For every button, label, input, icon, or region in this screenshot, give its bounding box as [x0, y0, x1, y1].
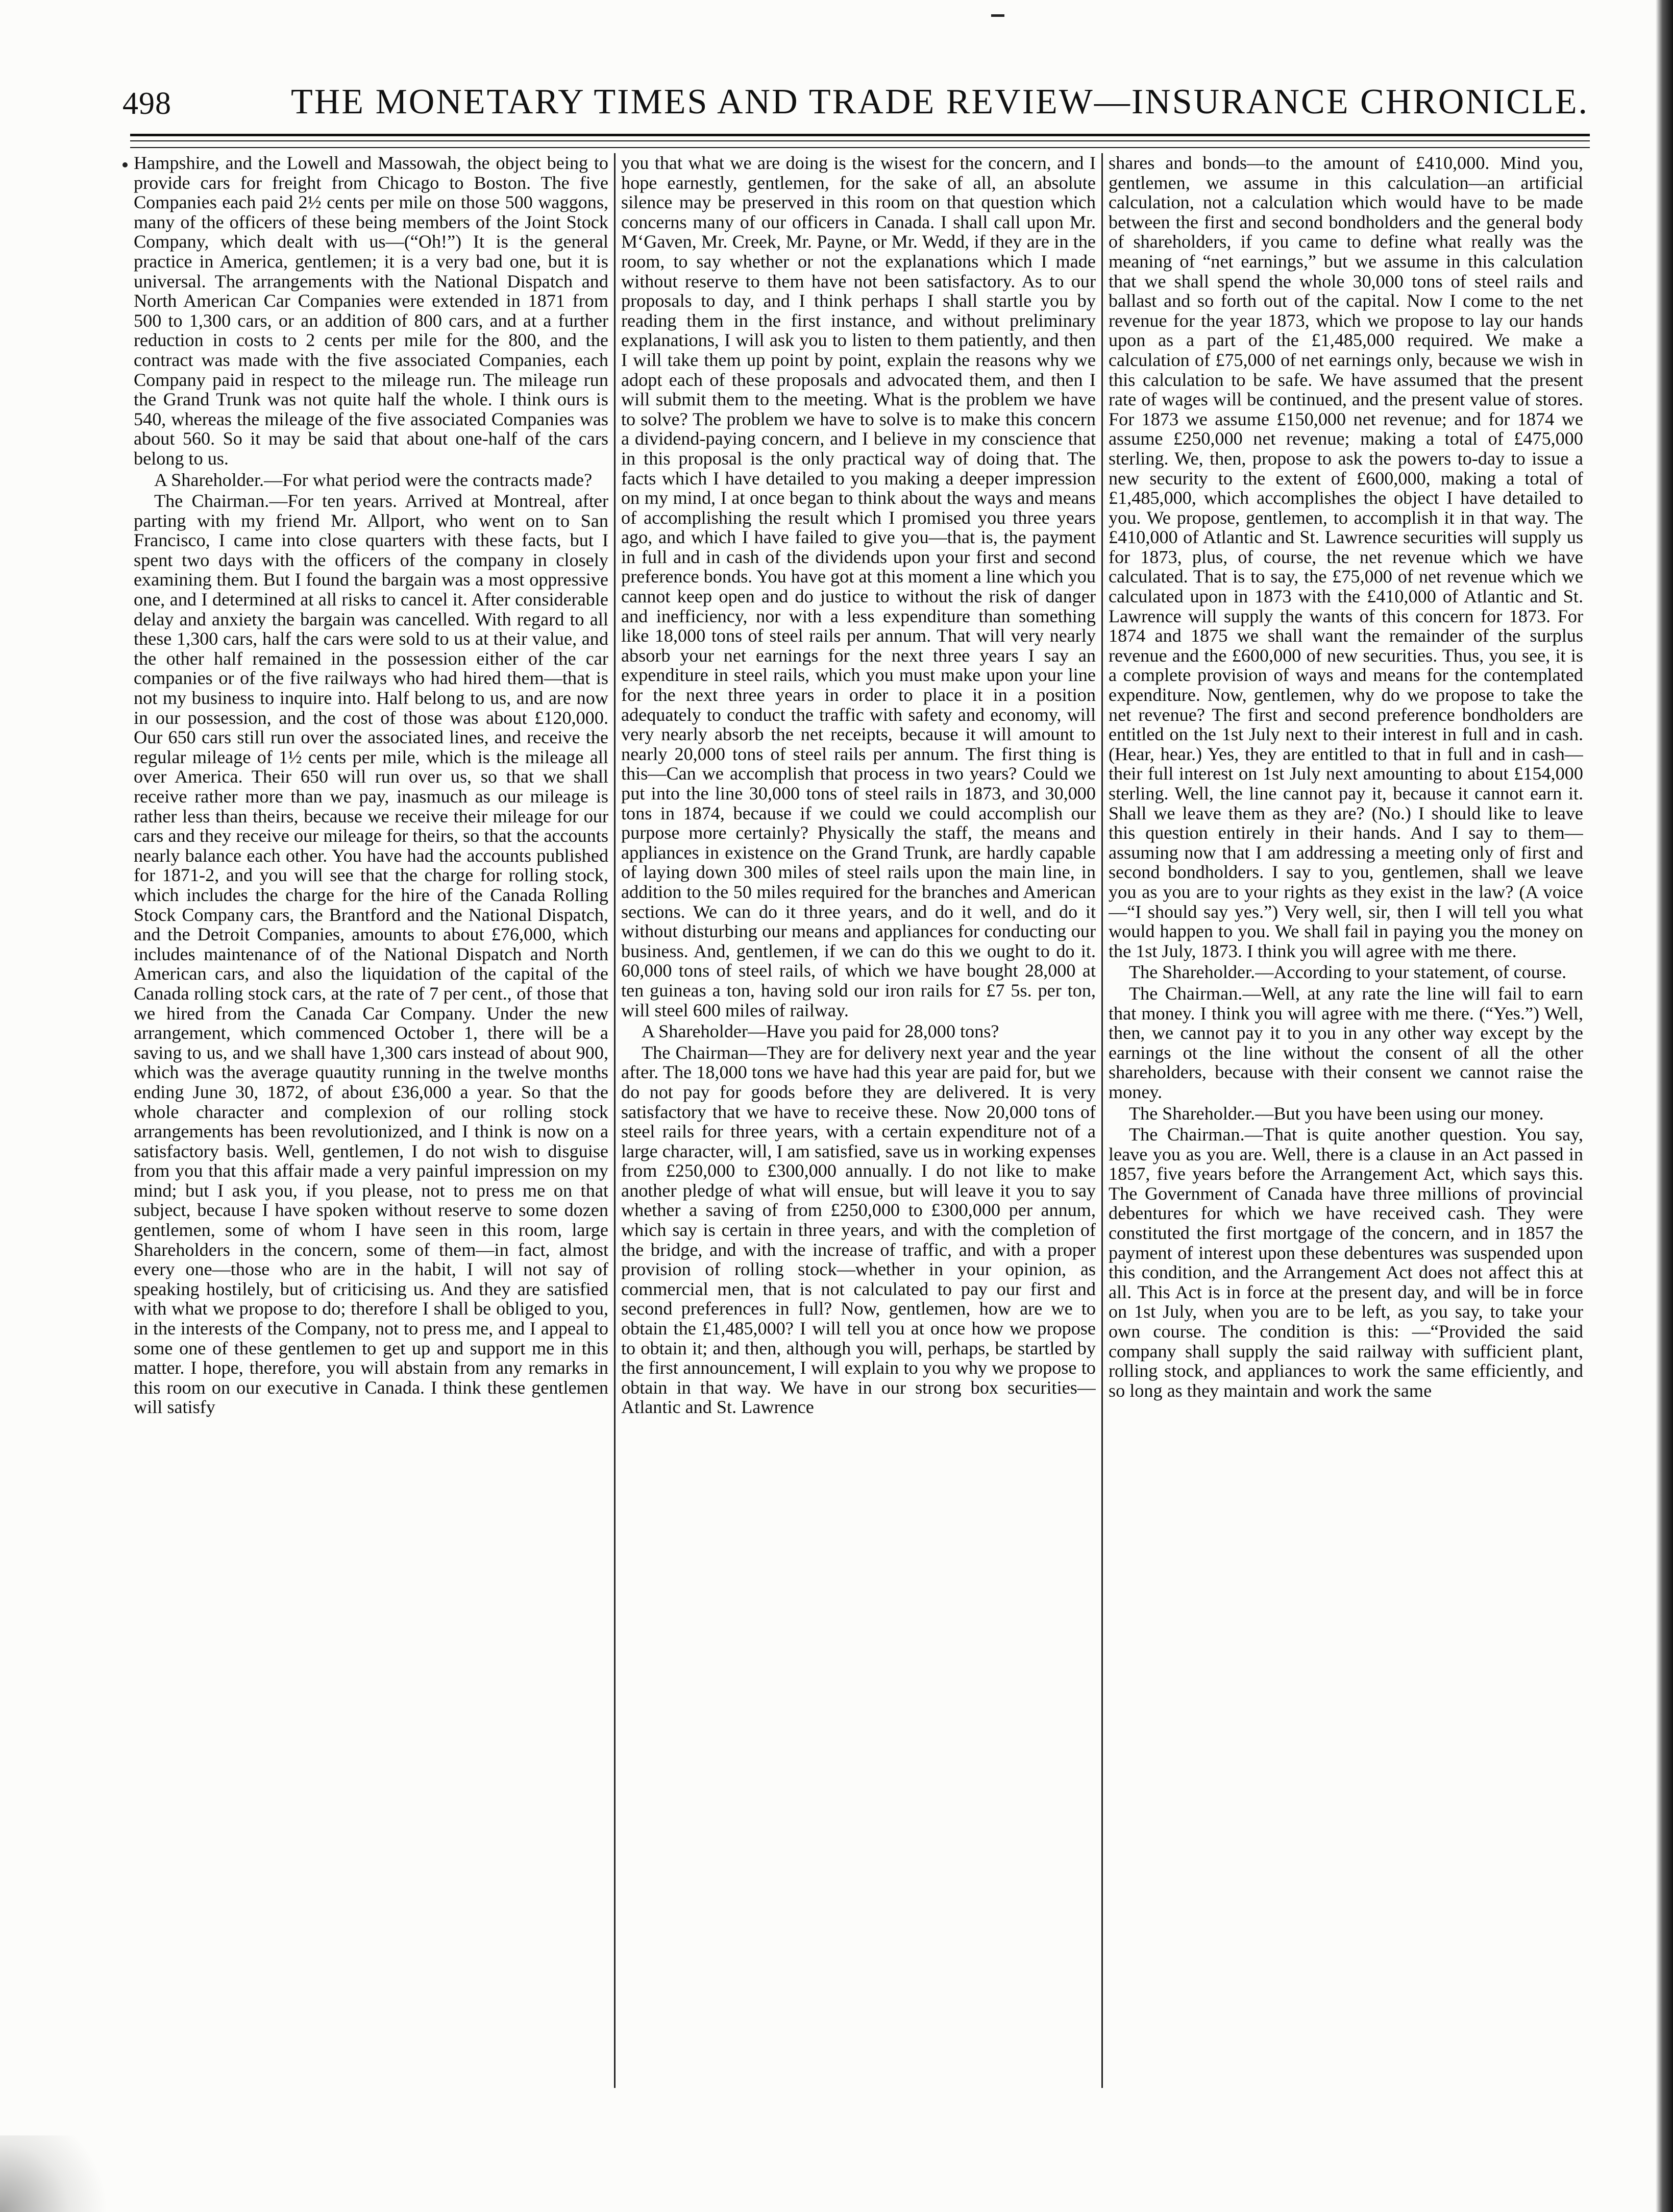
paragraph: The Chairman—They are for delivery next year and the year after. The 18,000 tons we have had this year are paid for, but we do not pay for goods before they are delivered. It is very satisfactory that we have to receive these. Now 20,000 tons of steel rails for three years, with a certain expenditure not of a large character, will, I am satisfied, save us in working expenses from £250,000 to £300,000 annually. I do not like to make another pledge of what will ensue, but will leave it you to say whether a saving of from £250,000 to £300,000 per annum, which say is certain in three years, and with the completion of the bridge, and with the increase of traffic, and with a proper provision of rolling stock—whether in your opinion, as commercial men, that is not calculated to pay our first and second preferences in full? Now, gentlemen, how are we to obtain the £1,485,000? I will tell you at once how we propose to obtain it; and then, although you will, perhaps, be startled by the first announcement, I will explain to you why we propose to obtain in that way. We have in our strong box securities—Atlantic and St. Lawrence — [621, 1042, 1096, 1418]
page-edge-shadow — [1656, 0, 1673, 2212]
paragraph: shares and bonds—to the amount of £410,000. Mind you, gentlemen, we assume in this calculation—an artificial calculation, not a calculation which would have to be made between the first and second bondholders and the general body of shareholders, if you came to define what really was the meaning of “net earnings,” but we assume in this calculation that we shall spend the whole 30,000 tons of steel rails and ballast and so forth out of the capital. Now I come to the net revenue for the year 1873, which we propose to lay our hands upon as a part of the £1,485,000 required. We make a calculation of £75,000 of net earnings only, because we wish in this calculation to be safe. We have assumed that the present rate of wages will be continued, and the present value of stores. For 1873 we assume £150,000 net revenue; and for 1874 we assume £250,000 net revenue; making a total of £475,000 sterling. We, then, propose to ask the powers to-day to issue a new security to the extent of £600,000, making a total of £1,485,000, which accomplishes the object I have detailed to you. We propose, gentlemen, to accomplish it in that way. The £410,000 of Atlantic and St. Lawrence securities will supply us for 1873, plus, of course, the net revenue which we have calculated. That is to say, the £75,000 of net revenue which we calculated upon in 1873 with the £410,000 of Atlantic and St. Lawrence will supply the wants of this concern for 1873. For 1874 and 1875 we shall want the remainder of the surplus revenue and the £600,000 of new securities. Thus, you see, it is a complete provision of ways and means for the contemplated expenditure. Now, gentlemen, why do we propose to take the net revenue? The first and second preference bondholders are entitled on the 1st July next to their interest in full and in cash. (Hear, hear.) Yes, they are entitled to that in full and in cash—their full interest on 1st July next amounting to about £154,000 sterling. Well, the line cannot pay it, because it cannot earn it. Shall we leave them as they are? (No.) I should like to leave this question entirely in their hands. And I say to them—assuming now that I am addressing a meeting only of first and second bondholders. I say to you, gentlemen, shall we leave you as you are to your rights as they exist in the law? (A voice—“I should say yes.”) Very well, sir, then I will tell you what would happen to you. We shall fail in paying you the money on the 1st July, 1873. I think you will agree with me there. — [1109, 153, 1583, 961]
margin-mark — [122, 162, 128, 167]
paragraph: The Shareholder.—But you have been using our money. — [1129, 1103, 1544, 1124]
header-rule — [130, 147, 1590, 148]
scan-noise — [0, 2135, 133, 2212]
page-header — [122, 82, 1592, 138]
header-rule — [130, 134, 1590, 136]
paragraph: you that what we are doing is the wisest for the concern, and I hope earnestly, gentlemen, for the sake of all, an absolute silence may be preserved in this room on that question which concerns many of our officers in Canada. I shall call upon Mr. M‘Gaven, Mr. Creek, Mr. Payne, or Mr. Wedd, if they are in the room, to say whether or not the explanations which I made without reserve to them have not been satisfactory. As to our proposals to day, and I think perhaps I shall startle you by reading them in the first instance, and without preliminary explanations, I will ask you to listen to them patiently, and then I will take them up point by point, explain the reasons why we adopt each of these proposals and advocated them, and then I will submit them to the meeting. What is the problem we have to solve? The problem we have to solve is to make this concern a dividend-paying concern, and I believe in my conscience that in this proposal is the only practical way of doing that. The facts which I have detailed to you making a deeper impression on my mind, I at once began to think about the ways and means of accomplishing the result which I promised you three years ago, and which I have failed to give you—that is, the payment in full and in cash of the dividends upon your first and second preference bonds. You have got at this moment a line which you cannot keep open and do justice to without the risk of danger and inefficiency, nor with a less expenditure than something like 18,000 tons of steel rails per annum. That will very nearly absorb your net earnings for the next three years I say an expenditure in steel rails, which you must make upon your line for the next three years in order to place it in a position adequately to conduct the traffic with safety and economy, will very nearly absorb the net receipts, because it will amount to nearly 20,000 tons of steel rails per annum. The first thing is this—Can we accomplish that process in two years? Could we put into the line 30,000 tons of steel rails in 1873, and 30,000 tons in 1874, because if we could we could accomplish our purpose more certainly? Physically the staff, the means and appliances in existence on the Grand Trunk, are hardly capable of laying down 300 miles of steel rails upon the main line, in addition to the 50 miles required for the branches and American sections. We can do it three years, and do it well, and do it without disturbing our means and appliances for conducting our business. And, gentlemen, if we can do this we ought to do it. 60,000 tons of steel rails, of which we have bought 28,000 at ten guineas a ton, having sold our iron rails for £7 5s. per ton, will steel 600 miles of railway. — [621, 153, 1096, 1020]
header-rule — [130, 140, 1590, 141]
paragraph: A Shareholder.—For what period were the contracts made? — [154, 469, 593, 490]
paragraph: The Chairman.—Well, at any rate the line will fail to earn that money. I think you will agree with me there. (“Yes.”) Well, then, we cannot pay it to you in any other way except by the earnings ot the line without the consent of all the other shareholders, because with their consent we cannot raise the money. — [1109, 983, 1583, 1102]
paragraph: The Shareholder.—According to your statement, of course. — [1129, 962, 1567, 983]
paragraph: The Chairman.—For ten years. Arrived at Montreal, after parting with my friend Mr. Allport, who went on to San Francisco, I came into close quarters with these facts, but I spent two days with the officers of the company in closely examining them. But I found the bargain was a most oppressive one, and I determined at all risks to cancel it. After considerable delay and anxiety the bargain was cancelled. With regard to all these 1,300 cars, half the cars were sold to us at their value, and the other half remained in the possession either of the car companies or of the five railways who had hired them—that is not my business to inquire into. Half belong to us, and are now in our possession, and the cost of those was about £120,000. Our 650 cars still run over the associated lines, and receive the regular mileage of 1½ cents per mile, which is the mileage all over America. Their 650 will run over us, so that we shall receive rather more than we pay, inasmuch as our mileage is rather less than theirs, because we receive their mileage for our cars and they receive our mileage for theirs, so that the accounts nearly balance each other. You have had the accounts published for 1871-2, and you will see that the charge for rolling stock, which includes the charge for the hire of the Canada Rolling Stock Company cars, the Brantford and the National Dispatch, and the Detroit Companies, amounts to about £76,000, which includes maintenance of of the National Dispatch and North American cars, and also the liquidation of the capital of the Canada rolling stock cars, at the rate of 7 per cent., of those that we hired from the Canada Car Company. Under the new arrangement, which commenced October 1, there will be a saving to us, and we shall have 1,300 cars instead of about 900, which was the average quautity running in the twelve months ending June 30, 1872, of about £36,000 a year. So that the whole character and complexion of our rolling stock arrangements has been revolutionized, and I think is now on a satisfactory basis. Well, gentlemen, I do not wish to disguise from you that this affair made a very painful impression on my mind; but I ask you, if you please, not to press me on that subject, because I have spoken without reserve to some dozen gentlemen, some of whom I have seen in this room, large Shareholders in the concern, some of them—in fact, almost every one—those who are in the habit, I will not say of speaking hostilely, but of criticising us. And they are satisfied with what we propose to do; therefore I shall be obliged to you, in the interests of the Company, not to press me, and I appeal to some one of these gentlemen to get up and support me in this matter. I hope, therefore, you will abstain from any remarks in this room on our executive in Canada. I think these gentlemen will satisfy — [134, 491, 608, 1418]
running-title: THE MONETARY TIMES AND TRADE REVIEW—INSURANCE CHRONICLE. — [291, 82, 1589, 121]
text-column-2 — [621, 153, 1096, 2083]
article-body — [134, 153, 1592, 2083]
page-number: 498 — [122, 86, 171, 121]
scan-speck — [991, 14, 1004, 17]
text-column-1 — [134, 153, 608, 2083]
paragraph: The Chairman.—That is quite another question. You say, leave you as you are. Well, there is a clause in an Act passed in 1857, five years before the Arrangement Act, which says this. The Government of Canada have three millions of provincial debentures for which we have received cash. They were constituted the first mortgage of the concern, and in 1857 the payment of interest upon these debentures was suspended upon this condition, and the Arrangement Act does not affect this at all. This Act is in force at the present day, and will be in force on 1st July, when you are to be left, as you say, to take your own course. The condition is this: —“Provided the said company shall supply the said railway with sufficient plant, rolling stock, and appliances to work the same efficiently, and so long as they maintain and work the same — [1109, 1124, 1583, 1401]
paragraph: A Shareholder—Have you paid for 28,000 tons? — [642, 1021, 999, 1042]
text-column-3 — [1109, 153, 1583, 2083]
paragraph: Hampshire, and the Lowell and Massowah, the object being to provide cars for freight from Chicago to Boston. The five Companies each paid 2½ cents per mile on those 500 waggons, many of the officers of these being members of the Joint Stock Company, which dealt with us—(“Oh!”) It is the general practice in America, gentlemen; it is a very bad one, but it is universal. The arrangements with the National Dispatch and North American Car Companies were extended in 1871 from 500 to 1,300 cars, or an addition of 800 cars, and at a further reduction in costs to 2 cents per mile for the 800, and the contract was made with the five associated Companies, each Company paid in respect to the mileage run. The mileage run the Grand Trunk was not quite half the whole. I think ours is 540, whereas the mileage of the five associated Companies was about 560. So it may be said that about one-half of the cars belong to us. — [134, 153, 608, 469]
